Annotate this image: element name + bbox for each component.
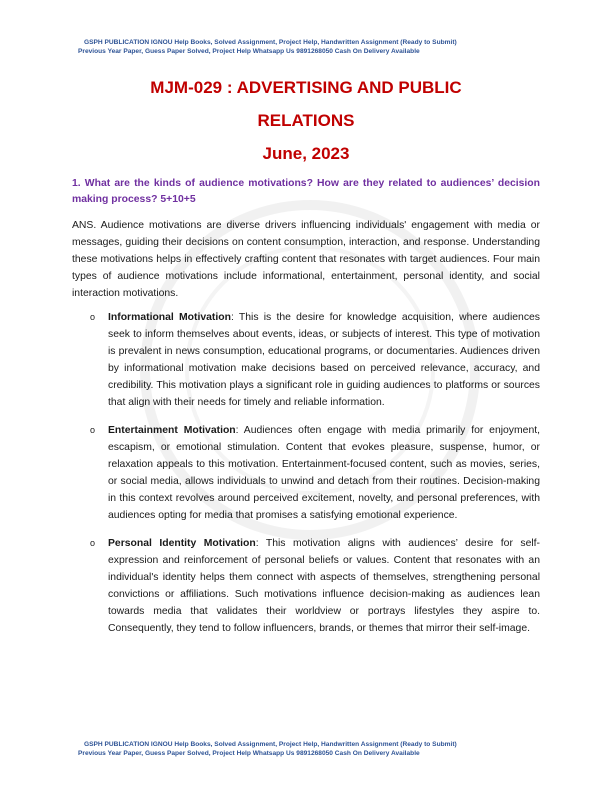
bullet-marker: o: [90, 312, 96, 322]
bullet-marker: o: [90, 538, 96, 548]
list-item-informational: [72, 309, 540, 411]
exam-date: June, 2023: [262, 144, 350, 163]
item-term: Informational Motivation: [108, 312, 231, 323]
item-text: : This motivation aligns with audiences’ desire for self-expression and reinforcement of personal beliefs or values. Content that resonates with an individual's identity helps them connect with aspects of themselves, strengthening personal convictions or affiliations. Such motivations influence decision-making as audiences lean towards media that validates their worldview or portrays lifestyles they aspire to. Consequently, they tend to follow influencers, brands, or themes that mirror their self-image.: [108, 538, 540, 634]
header-line-1: GSPH PUBLICATION IGNOU Help Books, Solved Assignment, Project Help, Handwritten Assignment (Ready to Submit): [84, 39, 457, 46]
item-term: Entertainment Motivation: [108, 425, 236, 436]
answer-intro: ANS. Audience motivations are diverse drivers influencing individuals' engagement with media or messages, guiding their decisions on content consumption, interaction, and response. Understanding these motivations helps in effectively crafting content that resonates with target audiences. Four main types of audience motivations include informational, entertainment, personal identity, and social interaction motivations.: [72, 220, 540, 299]
document-title-line-1: MJM-029 : ADVERTISING AND PUBLIC: [150, 78, 462, 97]
motivation-list: [72, 309, 540, 648]
question-heading: 1. What are the kinds of audience motivations? How are they related to audiences’ decision making process? 5+10+5: [72, 178, 540, 205]
item-term: Personal Identity Motivation: [108, 538, 256, 549]
header-line-2: Previous Year Paper, Guess Paper Solved, Project Help Whatsapp Us 9891268050 Cash On Delivery Available: [78, 48, 420, 55]
item-text: : Audiences often engage with media primarily for enjoyment, escapism, or emotional stimulation. Content that evokes pleasure, suspense, humor, or relaxation appeals to this motivation. Entertainment-focused content, such as movies, series, or social media, allows individuals to unwind and detach from their routines. Decision-making in this context revolves around perceived excitement, novelty, and personal preferences, with audiences opting for media that promises a satisfying emotional experience.: [108, 425, 540, 521]
footer-line-2: Previous Year Paper, Guess Paper Solved, Project Help Whatsapp Us 9891268050 Cash On Delivery Available: [78, 750, 420, 757]
item-text: : This is the desire for knowledge acquisition, where audiences seek to inform themselves about events, ideas, or subjects of interest. This type of motivation is prevalent in news consumption, educational programs, or documentaries. Audiences driven by informational motivation make decisions based on perceived relevance, accuracy, and credibility. This motivation plays a significant role in guiding audiences to platforms or sources that align with their needs for timely and reliable information.: [108, 312, 540, 408]
list-item-entertainment: [72, 422, 540, 524]
footer-line-1: GSPH PUBLICATION IGNOU Help Books, Solved Assignment, Project Help, Handwritten Assignment (Ready to Submit): [84, 741, 457, 748]
list-item-personal-identity: [72, 535, 540, 637]
bullet-marker: o: [90, 425, 96, 435]
document-title-line-2: RELATIONS: [257, 111, 355, 130]
